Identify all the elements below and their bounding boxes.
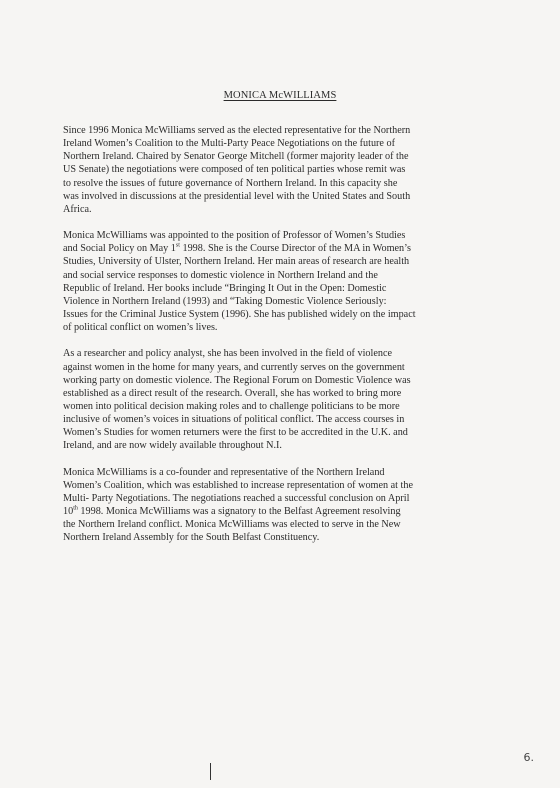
- paragraph-line: Women’s Studies for women returners were the first to be accredited in the U.K. and: [63, 427, 408, 439]
- page-title-text: MONICA McWILLIAMS: [223, 90, 337, 101]
- paragraph-line: Northern Ireland Assembly for the South Belfast Constituency.: [63, 532, 320, 544]
- paragraph-line: Multi- Party Negotiations. The negotiations reached a successful conclusion on April: [63, 492, 410, 504]
- paragraph-line: and Social Policy on May 1st 1998. She is the Course Director of the MA in Women’s: [63, 242, 411, 255]
- paragraph-line: the Northern Ireland conflict. Monica McWilliams was elected to serve in the New: [63, 519, 401, 531]
- paragraph-line: working party on domestic violence. The Regional Forum on Domestic Violence was: [63, 374, 411, 386]
- paragraph-line: Republic of Ireland. Her books include “Bringing It Out in the Open: Domestic: [63, 282, 387, 294]
- paragraph-line: Monica McWilliams is a co-founder and representative of the Northern Ireland: [63, 466, 385, 478]
- paragraph-line: As a researcher and policy analyst, she has been involved in the field of violence: [63, 348, 392, 360]
- paragraph-line: Ireland Women’s Coalition to the Multi-Party Peace Negotiations on the future of: [63, 138, 395, 150]
- paragraph-3: [63, 347, 493, 452]
- paragraph-line: and social service responses to domestic violence in Northern Ireland and the: [63, 269, 378, 281]
- paragraph-line: Issues for the Criminal Justice System (1996). She has published widely on the impact: [63, 309, 416, 321]
- paragraph-line: 10th 1998. Monica McWilliams was a signatory to the Belfast Agreement resolving: [63, 505, 401, 518]
- page-title: [0, 90, 560, 101]
- paragraph-1: [63, 124, 493, 216]
- paragraph-line: Women’s Coalition, which was established to increase representation of women at the: [63, 479, 413, 491]
- scan-mark: [210, 763, 211, 780]
- paragraph-line: Violence in Northern Ireland (1993) and “Taking Domestic Violence Seriously:: [63, 295, 387, 307]
- paragraph-line: to resolve the issues of future governance of Northern Ireland. In this capacity she: [63, 177, 398, 189]
- paragraph-line: Since 1996 Monica McWilliams served as the elected representative for the Northern: [63, 125, 411, 136]
- paragraph-line: Africa.: [63, 203, 92, 215]
- paragraph-line: Ireland, and are now widely available throughout N.I.: [63, 440, 282, 452]
- paragraph-line: inclusive of women’s voices in situations of political conflict. The access courses in: [63, 414, 405, 426]
- page-number: 6.: [523, 751, 534, 764]
- paragraph-line: women into political decision making roles and to challenge politicians to be more: [63, 400, 400, 412]
- document-body: [63, 124, 493, 558]
- paragraph-line: US Senate) the negotiations were composed of ten political parties whose remit was: [63, 164, 406, 176]
- paragraph-line: Studies, University of Ulster, Northern Ireland. Her main areas of research are health: [63, 256, 410, 268]
- paragraph-line: established as a direct result of the research. Overall, she has worked to bring more: [63, 387, 402, 399]
- paragraph-4: [63, 466, 493, 545]
- paragraph-line: Northern Ireland. Chaired by Senator George Mitchell (former majority leader of the: [63, 151, 409, 163]
- paragraph-line: of political conflict on women’s lives.: [63, 322, 218, 334]
- paragraph-line: against women in the home for many years, and currently serves on the government: [63, 361, 405, 373]
- paragraph-line: was involved in discussions at the presidential level with the United States and South: [63, 190, 411, 202]
- paragraph-2: [63, 229, 493, 334]
- paragraph-line: Monica McWilliams was appointed to the position of Professor of Women’s Studies: [63, 230, 406, 242]
